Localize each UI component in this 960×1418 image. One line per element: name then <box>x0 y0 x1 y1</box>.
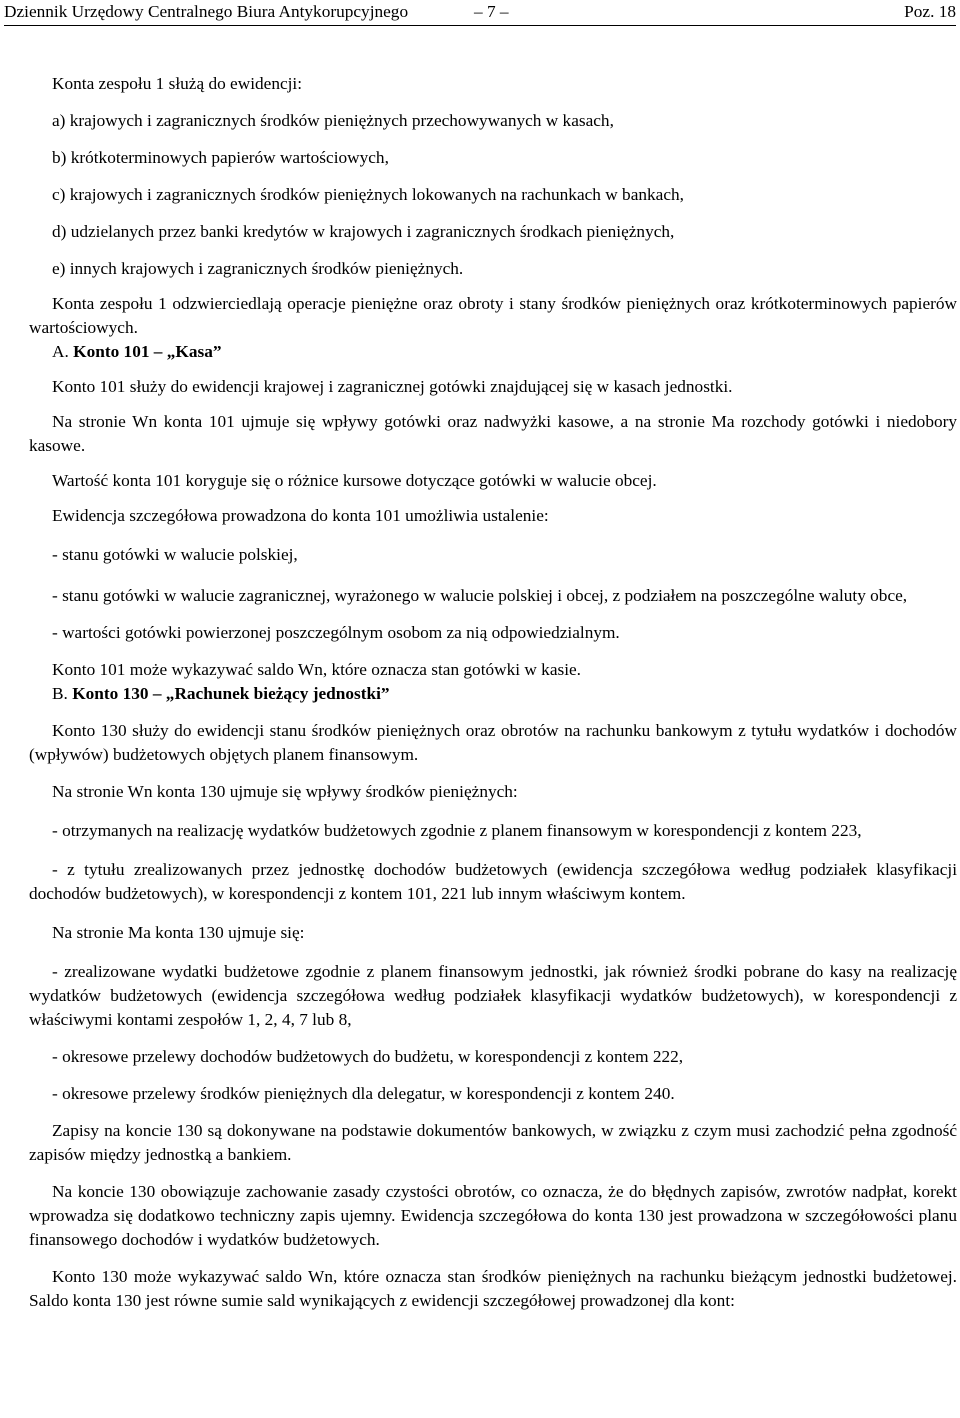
section-a-p2: Na stronie Wn konta 101 ujmuje się wpływy gotówki oraz nadwyżki kasowe, a na stronie Ma rozchody gotówki i niedobory kasowe. <box>29 412 957 455</box>
section-b-wn-intro: Na stronie Wn konta 130 ujmuje się wpływy środków pieniężnych: <box>52 782 518 801</box>
position-number: Poz. 18 <box>904 2 956 21</box>
section-a-p4: Ewidencja szczegółowa prowadzona do konta 101 umożliwia ustalenie: <box>52 506 549 525</box>
section-b-zapisy: Zapisy na koncie 130 są dokonywane na podstawie dokumentów bankowych, w związku z czym musi zachodzić pełna zgodność zapisów między jednostką a bankiem. <box>29 1121 957 1164</box>
document-body <box>29 72 957 1313</box>
intro-summary: Konta zespołu 1 odzwierciedlają operacje pieniężne oraz obroty i stany środków pieniężnych oraz krótkoterminowych papierów wartościowych. <box>29 294 957 337</box>
journal-title: Dziennik Urzędowy Centralnego Biura Antykorupcyjnego <box>4 2 409 21</box>
section-a-title: Konto 101 – „Kasa” <box>73 342 222 361</box>
section-a-heading <box>29 340 957 364</box>
header-rule <box>4 25 956 26</box>
section-b-title: Konto 130 – „Rachunek bieżący jednostki” <box>72 684 390 703</box>
intro-item-d: d) udzielanych przez banki kredytów w krajowych i zagranicznych środkach pieniężnych, <box>52 222 675 241</box>
section-a-list-item-3: - wartości gotówki powierzonej poszczególnym osobom za nią odpowiedzialnym. <box>52 623 620 642</box>
section-b-ma-intro: Na stronie Ma konta 130 ujmuje się: <box>52 923 305 942</box>
intro-item-e: e) innych krajowych i zagranicznych środków pieniężnych. <box>52 259 464 278</box>
section-a-prefix: A. <box>52 342 69 361</box>
section-a-p3: Wartość konta 101 koryguje się o różnice kursowe dotyczące gotówki w walucie obcej. <box>52 471 657 490</box>
section-b-ma-item-2: - okresowe przelewy dochodów budżetowych do budżetu, w korespondencji z kontem 222, <box>52 1047 684 1066</box>
section-a-list-item-2: - stanu gotówki w walucie zagranicznej, wyrażonego w walucie polskiej i obcej, z podziałem na poszczególne waluty obce, <box>52 586 908 605</box>
section-b-wn-item-2: - z tytułu zrealizowanych przez jednostkę dochodów budżetowych (ewidencja szczegółowa według podziałek klasyfikacji dochodów budżetowych), w korespondencji z kontem 101, 221 lub innym właściwym kontem. <box>29 860 957 903</box>
intro-item-a: a) krajowych i zagranicznych środków pieniężnych przechowywanych w kasach, <box>52 111 614 130</box>
intro-item-c: c) krajowych i zagranicznych środków pieniężnych lokowanych na rachunkach w bankach, <box>52 185 684 204</box>
page-number: – 7 – <box>474 2 509 21</box>
section-b-heading <box>29 682 957 706</box>
page-header <box>4 0 956 24</box>
section-a-p1: Konto 101 służy do ewidencji krajowej i zagranicznej gotówki znajdującej się w kasach jednostki. <box>52 377 733 396</box>
section-b-wn-item-1: - otrzymanych na realizację wydatków budżetowych zgodnie z planem finansowym w korespondencji z kontem 223, <box>52 821 862 840</box>
section-b-ma-item-3: - okresowe przelewy środków pieniężnych dla delegatur, w korespondencji z kontem 240. <box>52 1084 675 1103</box>
intro-title: Konta zespołu 1 służą do ewidencji: <box>52 74 303 93</box>
section-a-list-item-1: - stanu gotówki w walucie polskiej, <box>52 545 298 564</box>
section-a-p5: Konto 101 może wykazywać saldo Wn, które oznacza stan gotówki w kasie. <box>52 660 582 679</box>
section-b-ma-item-1: - zrealizowane wydatki budżetowe zgodnie z planem finansowym jednostki, jak również środki pobrane do kasy na realizację wydatków budżetowych (ewidencja szczegółowa według podziałek klasyfikacji wydatków budżetowych), w korespondencji z właściwymi kontami zespołów 1, 2, 4, 7 lub 8, <box>29 962 957 1029</box>
intro-item-b: b) krótkoterminowych papierów wartościowych, <box>52 148 389 167</box>
section-b-saldo: Konto 130 może wykazywać saldo Wn, które oznacza stan środków pieniężnych na rachunku bieżącym jednostki budżetowej. Saldo konta 130 jest równe sumie sald wynikających z ewidencji szczegółowej prowadzonej dla kont: <box>29 1267 957 1310</box>
section-b-czystosc: Na koncie 130 obowiązuje zachowanie zasady czystości obrotów, co oznacza, że do błędnych zapisów, zwrotów nadpłat, korekt wprowadza się dodatkowo techniczny zapis ujemny. Ewidencja szczegółowa do konta 130 jest prowadzona w szczegółowości planu finansowego dochodów i wydatków budżetowych. <box>29 1182 957 1249</box>
section-b-p1: Konto 130 służy do ewidencji stanu środków pieniężnych oraz obrotów na rachunku bankowym z tytułu wydatków i dochodów (wpływów) budżetowych objętych planem finansowym. <box>29 721 957 764</box>
section-b-prefix: B. <box>52 684 68 703</box>
